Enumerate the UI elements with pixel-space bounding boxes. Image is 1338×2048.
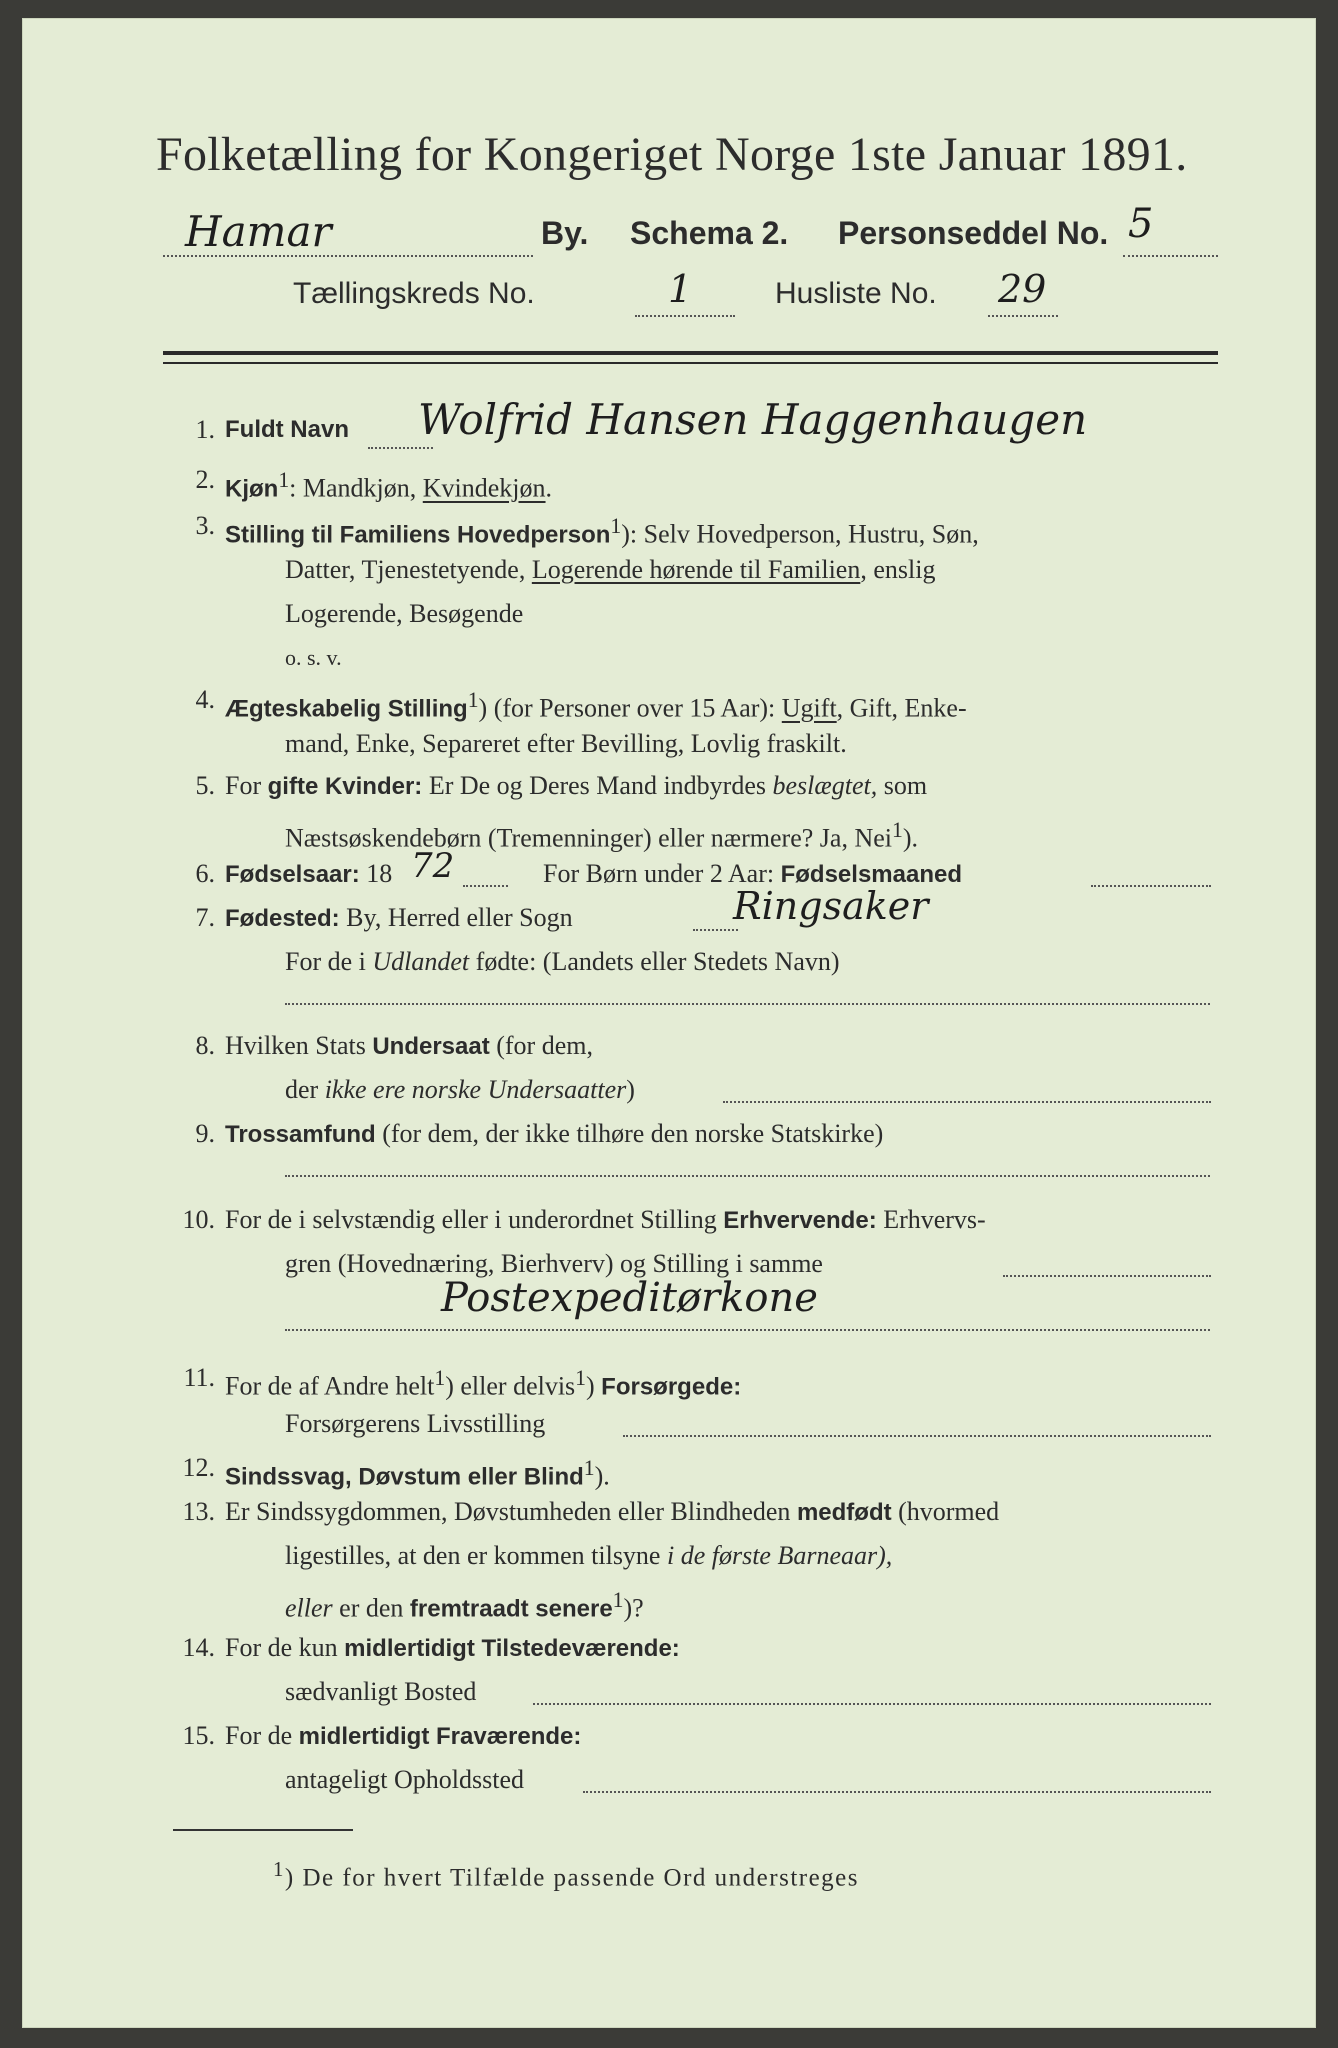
by-label: By. [541, 215, 589, 251]
husliste-label: Husliste No. [775, 277, 937, 310]
form-title: Folketælling for Kongeriget Norge 1ste Januar 1891. [156, 128, 1188, 181]
personseddel-label: Personseddel No. [838, 215, 1109, 251]
logerende-underlined: Logerende hørende til Familien [531, 555, 861, 584]
city-dotted-line [163, 255, 533, 257]
husliste-number: 29 [998, 267, 1047, 311]
header-rule [163, 351, 1218, 355]
personseddel-number: 5 [1128, 201, 1154, 247]
schema-label: Schema 2. [630, 215, 789, 251]
footnote-rule [173, 1829, 353, 1831]
item-1-label: Fuldt Navn [225, 416, 349, 443]
full-name-answer: Wolfrid Hansen Haggenhaugen [418, 395, 1088, 444]
kvindekjon-underlined: Kvindekjøn [422, 473, 546, 503]
kreds-number: 1 [668, 267, 693, 311]
birthplace-answer: Ringsaker [733, 884, 929, 928]
birth-year-answer: 72 [411, 846, 455, 886]
occupation-answer: Postexpeditørkone [441, 1275, 818, 1321]
ugift-underlined: Ugift [781, 693, 837, 723]
city-handwritten: Hamar [185, 207, 332, 256]
census-form: Folketælling for Kongeriget Norge 1ste Januar 1891. Hamar By. Schema 2. Personseddel No. 5 Tællingskreds No. 1 Husliste No. 29 1. Fuldt Navn Wolfrid Hansen Haggenhaugen 2. Kjøn$^1$: Mandkjøn, Kvindekjøn. 3. Stilling til Familiens Hovedperson$^1$): Selv Hovedperson, Hustru, Søn, Datter, Tjenestetyende, Logerende hørende til Familien, enslig Logerende, Besøgende o. s. v. 4. Ægteskabelig Stilling$^1$) (for Personer over 15 Aar): Ugift, Gift, Enke- mand, Enke, Separeret efter Bevilling, Lovlig fraskilt. 5. For gifte Kvinder: Er De og Deres Mand indbyrdes beslægtet, som Næstsøskendebørn (Tremenninger) eller nærmere? Ja, Nei$^1$). 6. Fødselsaar: 18 72 For Børn under 2 Aar: Fødselsmaaned 7. Fødested: By, Herred eller Sogn Ringsaker For de i Udlandet fødte: (Landets eller Stedets Navn) 8. Hvilken Stats Undersaat (for dem, der ikke ere norske Undersaatter) 9. Trossamfund (for dem, der ikke tilhøre den norske Statskirke) 10. For de i selvstændig eller i underordnet Stilling Erhvervende: Erhvervs- gren (Hovednæring, Bierhverv) og Stilling i samme Postexpeditørkone 11. For de af Andre helt$^1$) eller delvis$^1$) Forsørgede: Forsørgerens Livsstilling 12. Sindssvag, Døvstum eller Blind$^1$). 13. Er Sindssygdommen, Døvstumheden eller Blindheden medfødt (hvormed ligestilles, at den er kommen tilsyne i de første Barneaar), eller er den fremtraadt senere$^1$)? 14. For de kun midlertidigt Tilstedeværende: sædvanligt Bosted 15. For de midlertidigt Fraværende: antageligt Opholdssted $^1$) De for hvert Tilfælde passende Ord understreges [22, 18, 1316, 2028]
kreds-label: Tællingskreds No. [293, 277, 535, 310]
footnote: $^1$) De for hvert Tilfælde passende Ord understreges [273, 1857, 860, 1892]
